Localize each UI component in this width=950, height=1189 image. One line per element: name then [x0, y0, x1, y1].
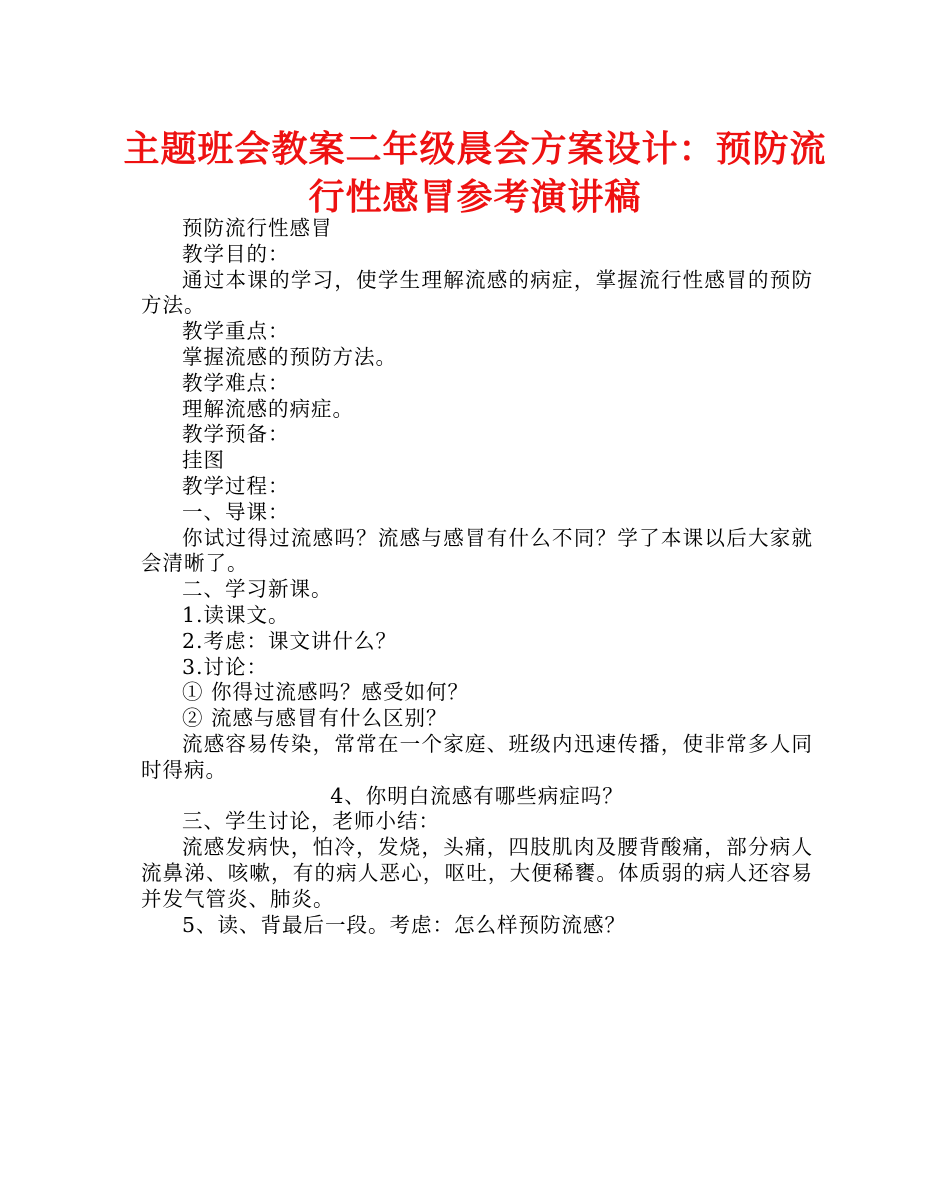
document-title: 主题班会教案二年级晨会方案设计：预防流行性感冒参考演讲稿 — [123, 129, 827, 218]
paragraph: 掌握流感的预防方法。 — [182, 344, 397, 369]
paragraph: 教学重点： — [182, 319, 290, 344]
paragraph: 通过本课的学习，使学生理解流感的病症，掌握流行性感冒的预防方法。 — [141, 267, 813, 318]
paragraph: 三、学生讨论，老师小结： — [182, 809, 440, 834]
paragraph: 教学目的： — [182, 241, 290, 266]
paragraph: ① 你得过流感吗？感受如何？ — [182, 680, 470, 705]
paragraph: 挂图 — [182, 448, 225, 473]
paragraph: 5、读、背最后一段。考虑：怎么样预防流感？ — [182, 912, 627, 937]
paragraph: 理解流感的病症。 — [182, 396, 354, 421]
paragraph: 你试过得过流感吗？流感与感冒有什么不同？学了本课以后大家就会清晰了。 — [141, 525, 813, 576]
paragraph: ② 流感与感冒有什么区别？ — [182, 706, 448, 731]
document-body — [141, 216, 813, 938]
paragraph-centered: 4、你明白流感有哪些病症吗？ — [330, 783, 624, 808]
paragraph: 一、导课： — [182, 499, 290, 524]
paragraph: 1.读课文。 — [182, 602, 290, 627]
paragraph: 教学过程： — [182, 473, 290, 498]
paragraph: 教学难点： — [182, 370, 290, 395]
paragraph: 流感发病快，怕冷，发烧，头痛，四肢肌肉及腰背酸痛，部分病人流鼻涕、咳嗽，有的病人恶心，呕吐，大便稀饔。体质弱的病人还容易并发气管炎、肺炎。 — [141, 835, 813, 911]
paragraph: 2.考虑：课文讲什么？ — [182, 628, 398, 653]
paragraph: 教学预备： — [182, 422, 290, 447]
paragraph: 流感容易传染，常常在一个家庭、班级内迅速传播，使非常多人同时得病。 — [141, 731, 813, 782]
paragraph: 预防流行性感冒 — [182, 216, 333, 240]
paragraph: 二、学习新课。 — [182, 577, 333, 602]
paragraph: 3.讨论： — [182, 654, 269, 679]
